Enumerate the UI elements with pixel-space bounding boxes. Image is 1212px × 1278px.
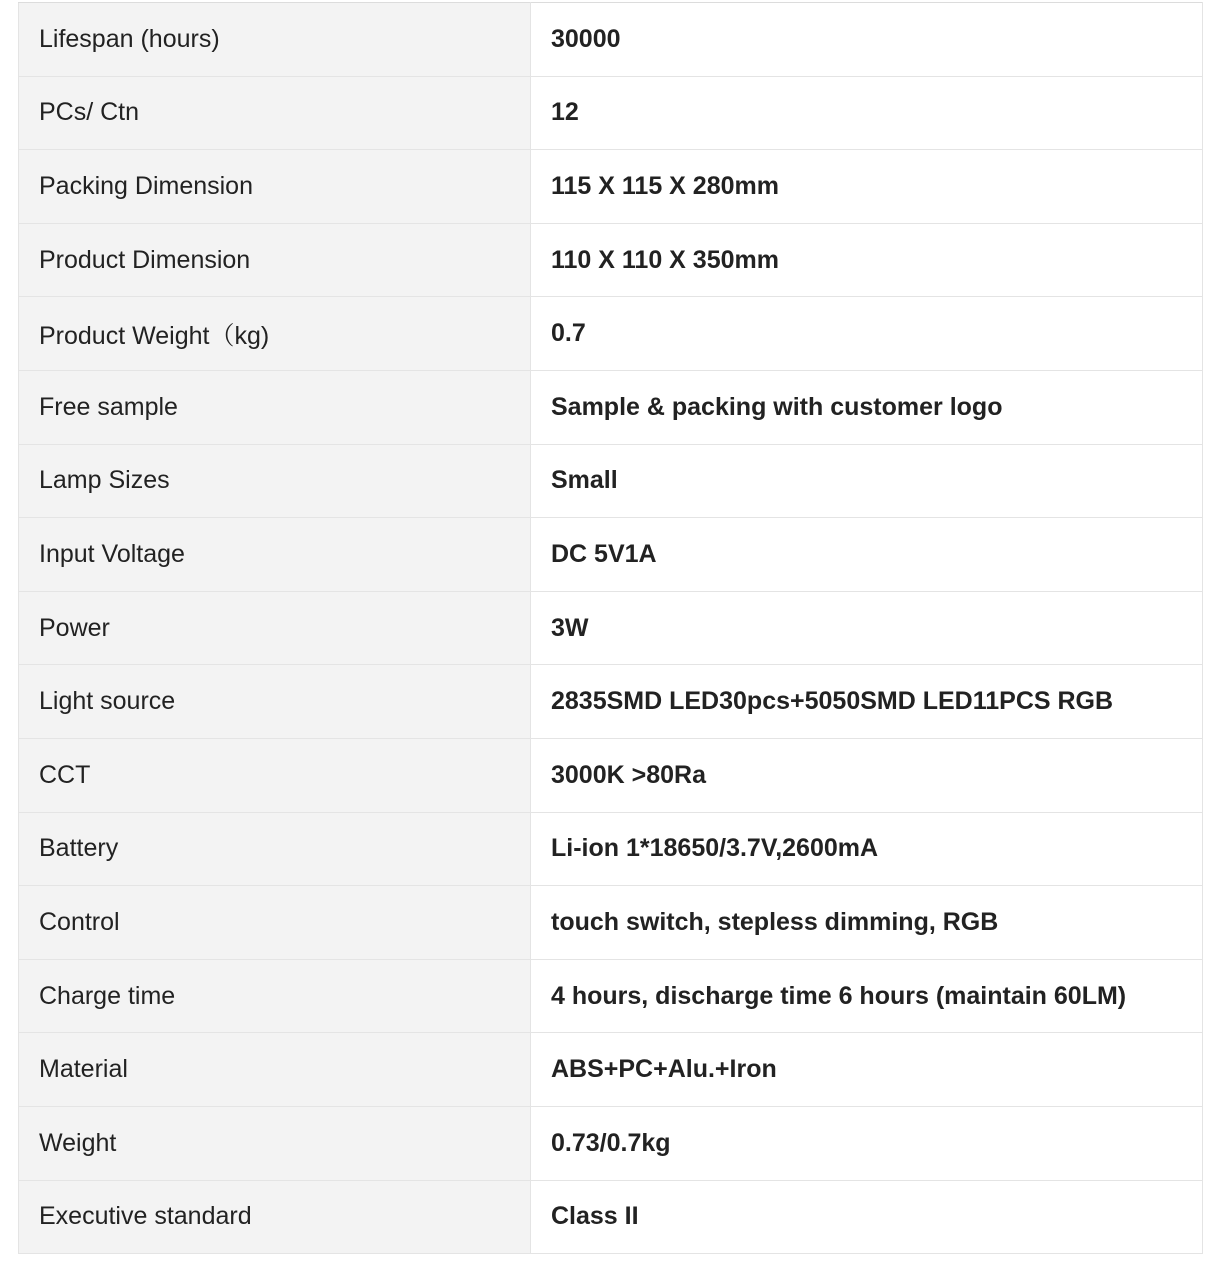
spec-label: Executive standard xyxy=(19,1180,531,1254)
spec-value: 12 xyxy=(531,76,1203,150)
table-row xyxy=(19,591,1203,665)
spec-value: ABS+PC+Alu.+Iron xyxy=(531,1033,1203,1107)
spec-label: Control xyxy=(19,886,531,960)
spec-value: 4 hours, discharge time 6 hours (maintain 60LM) xyxy=(531,959,1203,1033)
table-row xyxy=(19,76,1203,150)
table-row xyxy=(19,297,1203,371)
spec-value: touch switch, stepless dimming, RGB xyxy=(531,886,1203,960)
table-row xyxy=(19,812,1203,886)
spec-label: Free sample xyxy=(19,370,531,444)
table-row xyxy=(19,3,1203,77)
specification-table-body xyxy=(19,3,1203,1254)
spec-value: Class II xyxy=(531,1180,1203,1254)
specification-table xyxy=(18,2,1203,1254)
spec-value: 0.73/0.7kg xyxy=(531,1106,1203,1180)
spec-label: Weight xyxy=(19,1106,531,1180)
table-row xyxy=(19,959,1203,1033)
table-row xyxy=(19,1180,1203,1254)
spec-value: DC 5V1A xyxy=(531,518,1203,592)
table-row xyxy=(19,518,1203,592)
table-row xyxy=(19,223,1203,297)
spec-value: 0.7 xyxy=(531,297,1203,371)
spec-value: 115 X 115 X 280mm xyxy=(531,150,1203,224)
spec-label: Input Voltage xyxy=(19,518,531,592)
table-row xyxy=(19,738,1203,812)
spec-value: Small xyxy=(531,444,1203,518)
spec-label: Packing Dimension xyxy=(19,150,531,224)
table-row xyxy=(19,150,1203,224)
spec-value: 3W xyxy=(531,591,1203,665)
spec-label: Lamp Sizes xyxy=(19,444,531,518)
table-row xyxy=(19,370,1203,444)
table-row xyxy=(19,886,1203,960)
spec-label: Light source xyxy=(19,665,531,739)
spec-label: Product Weight（kg) xyxy=(19,297,531,371)
spec-value: Sample & packing with customer logo xyxy=(531,370,1203,444)
spec-label: PCs/ Ctn xyxy=(19,76,531,150)
spec-label: Power xyxy=(19,591,531,665)
spec-label: Battery xyxy=(19,812,531,886)
spec-label: Lifespan (hours) xyxy=(19,3,531,77)
spec-label: Material xyxy=(19,1033,531,1107)
table-row xyxy=(19,1106,1203,1180)
table-row xyxy=(19,665,1203,739)
spec-value: Li-ion 1*18650/3.7V,2600mA xyxy=(531,812,1203,886)
spec-label: Charge time xyxy=(19,959,531,1033)
spec-value: 110 X 110 X 350mm xyxy=(531,223,1203,297)
spec-value: 2835SMD LED30pcs+5050SMD LED11PCS RGB xyxy=(531,665,1203,739)
spec-value: 3000K >80Ra xyxy=(531,738,1203,812)
spec-label: Product Dimension xyxy=(19,223,531,297)
spec-label: CCT xyxy=(19,738,531,812)
table-row xyxy=(19,1033,1203,1107)
spec-value: 30000 xyxy=(531,3,1203,77)
table-row xyxy=(19,444,1203,518)
